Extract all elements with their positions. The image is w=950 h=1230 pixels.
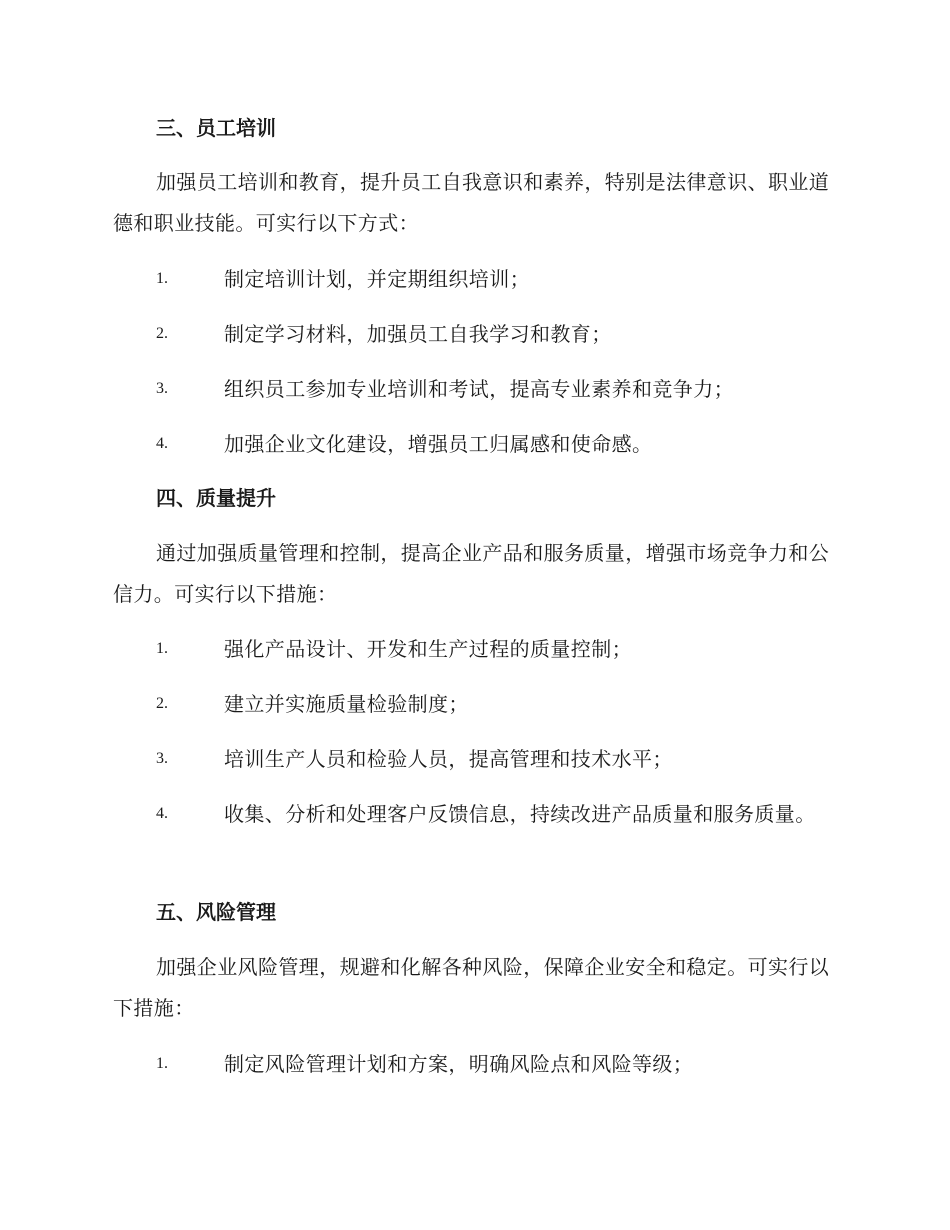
list-item-number: 2. — [156, 695, 168, 712]
list-item-text: 制定培训计划，并定期组织培训； — [224, 267, 530, 291]
list-item-number: 4. — [156, 435, 168, 452]
list-item-number: 3. — [156, 750, 168, 767]
list-item-text: 制定学习材料，加强员工自我学习和教育； — [224, 322, 612, 346]
list-item-text: 收集、分析和处理客户反馈信息，持续改进产品质量和服务质量。 — [224, 802, 816, 826]
list-item — [113, 793, 833, 835]
list-item-text: 制定风险管理计划和方案，明确风险点和风险等级； — [224, 1052, 694, 1076]
section-paragraph: 加强企业风险管理，规避和化解各种风险，保障企业安全和稳定。可实行以下措施： — [113, 955, 830, 1020]
section-heading: 四、质量提升 — [156, 486, 276, 510]
list-item-text: 强化产品设计、开发和生产过程的质量控制； — [224, 637, 632, 661]
section-paragraph: 通过加强质量管理和控制，提高企业产品和服务质量，增强市场竞争力和公信力。可实行以下措施： — [113, 541, 830, 606]
list-item-number: 2. — [156, 325, 168, 342]
list-item-number: 1. — [156, 640, 168, 657]
list-item-number: 3. — [156, 380, 168, 397]
list-item-number: 1. — [156, 1055, 168, 1072]
list-item-number: 1. — [156, 270, 168, 287]
section-paragraph: 加强员工培训和教育，提升员工自我意识和素养，特别是法律意识、职业道德和职业技能。可实行以下方式： — [113, 170, 830, 235]
section-heading: 五、风险管理 — [156, 900, 276, 924]
list-item-text: 组织员工参加专业培训和考试，提高专业素养和竞争力； — [224, 377, 734, 401]
section-heading: 三、员工培训 — [156, 116, 276, 140]
list-item-text: 加强企业文化建设，增强员工归属感和使命感。 — [224, 432, 653, 456]
list-item-text: 培训生产人员和检验人员，提高管理和技术水平； — [224, 747, 673, 771]
list-item-number: 4. — [156, 805, 168, 822]
list-item-text: 建立并实施质量检验制度； — [224, 692, 469, 716]
